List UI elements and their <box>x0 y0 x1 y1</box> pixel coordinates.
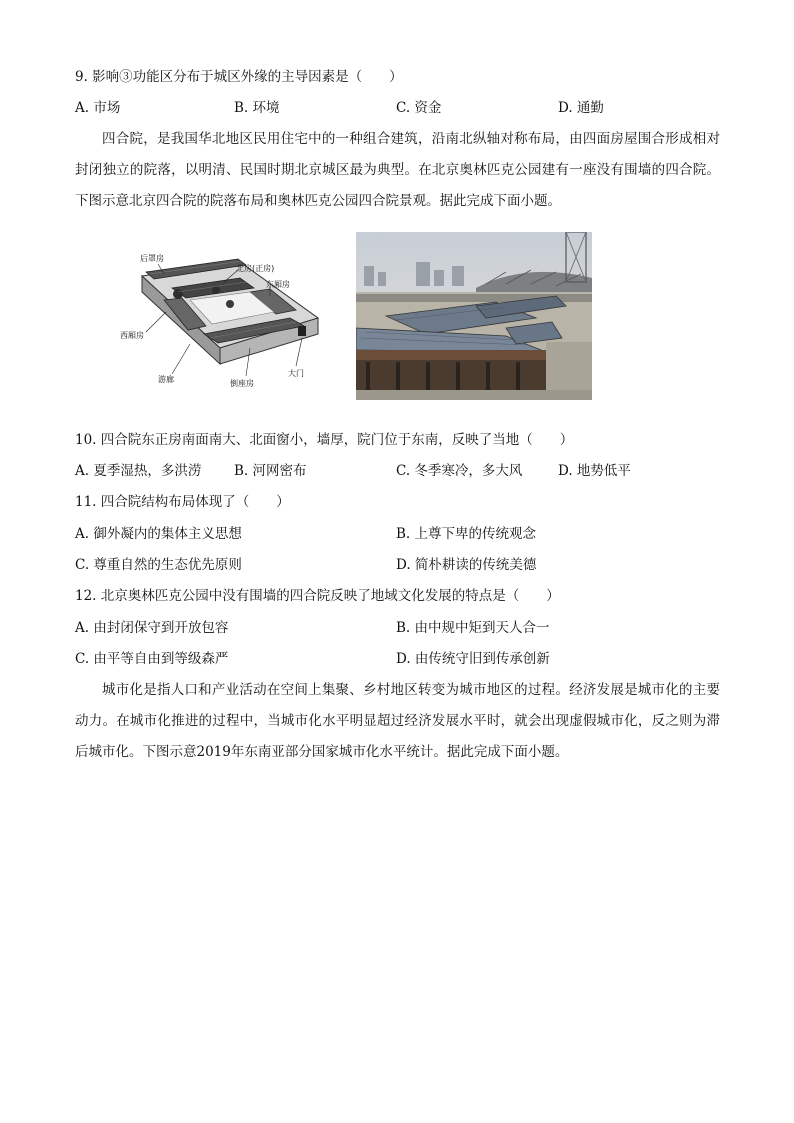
q10-option-c: C. 冬季寒冷，多大风 <box>396 463 523 479</box>
passage-siheyuan: 四合院，是我国华北地区民用住宅中的一种组合建筑，沿南北纵轴对称布局，由四面房屋围合形成相对封闭独立的院落，以明清、民国时期北京城区最为典型。在北京奥林匹克公园建有一座没有围墙的四合院。下图示意北京四合院的院落布局和奥林匹克公园四合院景观。据此完成下面小题。 <box>75 131 720 209</box>
q12-option-b: B. 由中规中矩到天人合一 <box>396 620 550 636</box>
question-11-stem: 11. 四合院结构布局体现了（ ） <box>75 494 290 510</box>
q12-option-d: D. 由传统守旧到传承创新 <box>396 651 550 667</box>
label-dao-zuo-fang: 倒座房 <box>230 379 254 388</box>
siheyuan-layout-diagram <box>120 248 330 398</box>
q9-option-b: B. 环境 <box>234 100 280 116</box>
q9-option-a: A. 市场 <box>75 100 121 116</box>
q11-option-a: A. 御外凝内的集体主义思想 <box>75 526 242 542</box>
label-da-men: 大门 <box>288 369 304 378</box>
question-12-stem: 12. 北京奥林匹克公园中没有围墙的四合院反映了地域文化发展的特点是（ ） <box>75 588 560 604</box>
q10-option-d: D. 地势低平 <box>558 463 631 479</box>
question-9-stem: 9. 影响③功能区分布于城区外缘的主导因素是（ ） <box>75 69 403 85</box>
label-bei-fang: 北房(正房) <box>236 264 275 273</box>
q12-option-a: A. 由封闭保守到开放包容 <box>75 620 229 636</box>
label-dong-xiang-fang: 东厢房 <box>266 280 290 289</box>
q12-option-c: C. 由平等自由到等级森严 <box>75 651 229 667</box>
q9-option-c: C. 资金 <box>396 100 442 116</box>
passage-urbanization: 城市化是指人口和产业活动在空间上集聚、乡村地区转变为城市地区的过程。经济发展是城市化的主要动力。在城市化推进的过程中，当城市化水平明显超过经济发展水平时，就会出现虚假城市化，反之则为滞后城市化。下图示意2019年东南亚部分国家城市化水平统计。据此完成下面小题。 <box>75 682 720 760</box>
q10-option-b: B. 河网密布 <box>234 463 307 479</box>
q10-option-a: A. 夏季湿热，多洪涝 <box>75 463 202 479</box>
q9-option-d: D. 通勤 <box>558 100 604 116</box>
q11-option-d: D. 简朴耕读的传统美德 <box>396 557 537 573</box>
label-hou-zhao-fang: 后罩房 <box>140 254 164 263</box>
label-xi-xiang-fang: 西厢房 <box>120 331 144 340</box>
q11-option-b: B. 上尊下卑的传统观念 <box>396 526 537 542</box>
question-10-stem: 10. 四合院东正房南面南大、北面窗小，墙厚，院门位于东南，反映了当地（ ） <box>75 432 574 448</box>
olympic-park-siheyuan-photo <box>356 232 592 400</box>
label-you-lang: 游廊 <box>158 375 174 384</box>
q11-option-c: C. 尊重自然的生态优先原则 <box>75 557 242 573</box>
